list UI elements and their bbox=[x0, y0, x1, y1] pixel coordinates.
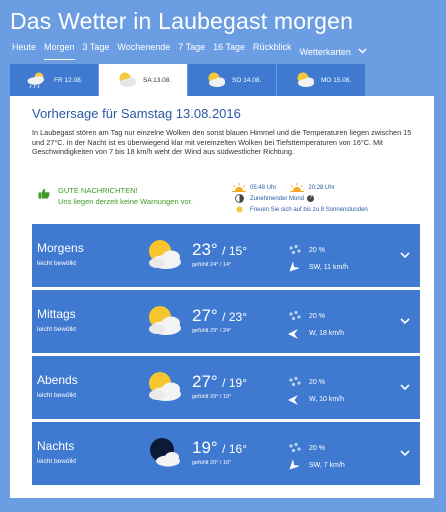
temp-min: / 16° bbox=[222, 442, 247, 456]
sun-cloud-icon bbox=[202, 71, 228, 89]
temp-min: / 15° bbox=[222, 244, 247, 258]
wind-arrow-icon bbox=[287, 460, 299, 472]
temp-max: 19° bbox=[192, 438, 218, 457]
sunrise-icon bbox=[232, 183, 246, 192]
felt-temperature: gefühlt 29° / 24° bbox=[192, 328, 232, 334]
rain-drops-icon bbox=[288, 310, 302, 322]
rain-drops-icon bbox=[288, 376, 302, 388]
nav-rueckblick[interactable]: Rückblick bbox=[253, 42, 292, 52]
felt-temperature: gefühlt 29° / 19° bbox=[192, 394, 232, 400]
tab-label: SA 13.08. bbox=[143, 76, 172, 84]
moon-phase-label: Zunehmender Mond bbox=[250, 195, 305, 202]
chevron-down-icon[interactable] bbox=[400, 318, 410, 325]
chevron-down-icon[interactable] bbox=[400, 252, 410, 259]
wind-speed: W, 10 km/h bbox=[309, 396, 345, 403]
wind-speed: SW, 11 km/h bbox=[309, 264, 349, 271]
felt-temperature: gefühlt 20° / 16° bbox=[192, 460, 232, 466]
sun-times bbox=[232, 182, 422, 193]
forecast-panel bbox=[10, 96, 434, 498]
wind-arrow-icon bbox=[287, 394, 299, 406]
temp-max: 23° bbox=[192, 240, 218, 259]
good-news-title: GUTE NACHRICHTEN! bbox=[58, 186, 138, 195]
good-news-subtitle: Uns liegen derzeit keine Warnungen vor. bbox=[58, 197, 193, 206]
page-title: Das Wetter in Laubegast morgen bbox=[10, 8, 354, 34]
sunset-time: 20:28 Uhr bbox=[308, 184, 335, 191]
nav-heute[interactable]: Heute bbox=[12, 42, 37, 52]
moon-cloud-icon bbox=[140, 436, 186, 470]
rain-probability: 20 % bbox=[309, 313, 325, 320]
temp-max: 27° bbox=[192, 372, 218, 391]
sun-icon bbox=[232, 205, 246, 214]
nav-wetterkarten-label: Wetterkarten bbox=[299, 47, 351, 57]
nav-16-tage[interactable]: 16 Tage bbox=[213, 42, 246, 52]
period-name: Mittags bbox=[37, 307, 76, 321]
tab-mo[interactable] bbox=[277, 64, 365, 96]
temperature bbox=[192, 306, 247, 326]
rain-probability: 20 % bbox=[309, 247, 325, 254]
help-icon[interactable]: ? bbox=[307, 195, 314, 202]
nav-7-tage[interactable]: 7 Tage bbox=[178, 42, 206, 52]
sun-cloud-icon bbox=[291, 71, 317, 89]
period-condition: leicht bewölkt bbox=[37, 260, 77, 267]
forecast-heading: Vorhersage für Samstag 13.08.2016 bbox=[32, 106, 241, 121]
wind-speed: W, 18 km/h bbox=[309, 330, 345, 337]
nav-morgen[interactable]: Morgen bbox=[44, 42, 75, 60]
temperature bbox=[192, 240, 247, 260]
partly-cloudy-rain-icon bbox=[24, 71, 50, 89]
tab-fr[interactable] bbox=[10, 64, 98, 96]
temp-min: / 19° bbox=[222, 376, 247, 390]
period-nachts[interactable] bbox=[32, 422, 420, 485]
sun-hours-label: Freuen Sie sich auf bis zu 8 Sonnenstunden bbox=[250, 206, 368, 213]
rain-probability: 20 % bbox=[309, 379, 325, 386]
sunrise-time: 05:48 Uhr bbox=[250, 184, 277, 191]
rain-probability: 20 % bbox=[309, 445, 325, 452]
period-name: Nachts bbox=[37, 439, 75, 453]
temperature bbox=[192, 372, 247, 392]
felt-temperature: gefühlt 24° / 14° bbox=[192, 262, 232, 268]
moon-phase bbox=[232, 193, 422, 204]
period-condition: leicht bewölkt bbox=[37, 392, 77, 399]
sun-cloud-icon bbox=[140, 370, 186, 404]
wind-arrow-icon bbox=[287, 328, 299, 340]
nav-3-tage[interactable]: 3 Tage bbox=[82, 42, 110, 52]
period-condition: leicht bewölkt bbox=[37, 326, 77, 333]
nav-wochenende[interactable]: Wochenende bbox=[117, 42, 171, 52]
day-tabs bbox=[10, 64, 434, 96]
rain-drops-icon bbox=[288, 442, 302, 454]
sunset-icon bbox=[290, 183, 304, 192]
period-mittags[interactable] bbox=[32, 290, 420, 353]
main-nav bbox=[12, 42, 367, 60]
nav-wetterkarten[interactable] bbox=[300, 42, 368, 60]
sun-cloud-icon bbox=[113, 71, 139, 89]
period-abends[interactable] bbox=[32, 356, 420, 419]
sun-cloud-icon bbox=[140, 304, 186, 338]
tab-label: FR 12.08. bbox=[54, 76, 83, 84]
sun-cloud-icon bbox=[140, 238, 186, 272]
wind-arrow-icon bbox=[287, 262, 299, 274]
thumbs-up-icon bbox=[38, 188, 50, 199]
temp-max: 27° bbox=[192, 306, 218, 325]
period-name: Morgens bbox=[37, 241, 84, 255]
rain-drops-icon bbox=[288, 244, 302, 256]
sun-hours bbox=[232, 204, 422, 215]
forecast-description: In Laubegast stören am Tag nur einzelne Wolken den sonst blauen Himmel und die Temperaturen liegen zwischen 15 und 27°C. In der Nacht ist es überwiegend klar mit vereinzelten Wolken bei Tiefsttemperaturen von 16°C. Mit Geschwindigkeiten von 7 bis 18 km/h weht der Wind aus südwestlicher Richtung. bbox=[32, 128, 412, 156]
period-name: Abends bbox=[37, 373, 78, 387]
chevron-down-icon[interactable] bbox=[400, 450, 410, 457]
wind-speed: SW, 7 km/h bbox=[309, 462, 345, 469]
temperature bbox=[192, 438, 247, 458]
tab-sa[interactable] bbox=[99, 64, 187, 96]
period-condition: leicht bewölkt bbox=[37, 458, 77, 465]
moon-phase-icon bbox=[232, 194, 246, 203]
tab-so[interactable] bbox=[188, 64, 276, 96]
astro-info bbox=[232, 182, 422, 215]
chevron-down-icon[interactable] bbox=[400, 384, 410, 391]
tab-label: SO 14.08. bbox=[232, 76, 262, 84]
chevron-down-icon bbox=[358, 48, 367, 54]
period-morgens[interactable] bbox=[32, 224, 420, 287]
tab-label: MO 15.08. bbox=[321, 76, 352, 84]
temp-min: / 23° bbox=[222, 310, 247, 324]
